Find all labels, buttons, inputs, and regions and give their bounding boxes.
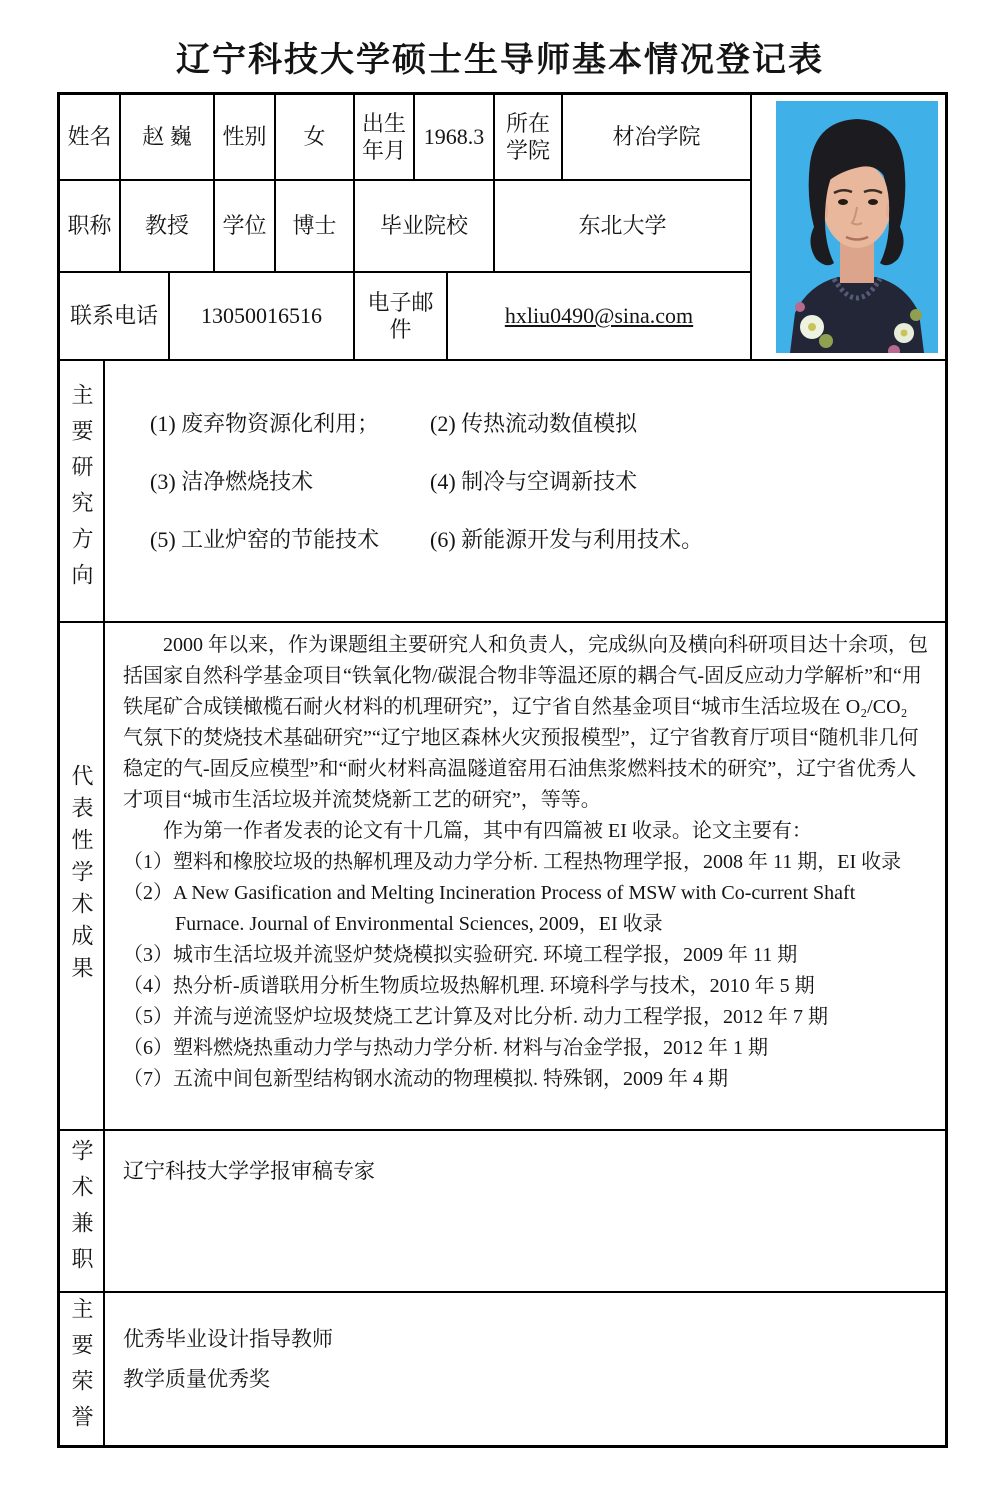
research-item: (1) 废弃物资源化利用； [150,411,380,436]
academic-posts-section-label: 学术兼职 [60,1131,105,1291]
name-label: 姓名 [60,95,121,179]
research-section-content [105,361,945,621]
research-item: (2) 传热流动数值模拟 [430,411,638,436]
prof-title-value: 教授 [121,181,215,271]
basic-info-grid [60,95,750,359]
degree-value: 博士 [276,181,355,271]
email-link[interactable]: hxliu0490@sina.com [504,303,694,329]
name-value: 赵 巍 [121,95,215,179]
paper-item: （6）塑料燃烧热重动力学与热动力学分析. 材料与冶金学报，2012 年 1 期 [123,1037,768,1059]
honor-item: 教学质量优秀奖 [123,1367,270,1391]
photo-cell [750,95,945,359]
degree-label: 学位 [215,181,276,271]
table-row [60,95,750,181]
college-value: 材冶学院 [612,124,701,150]
research-section [60,361,945,623]
paper-item: （4）热分析-质谱联用分析生物质垃圾热解机理. 环境科学与技术，2010 年 5 期 [123,975,815,997]
research-item: (6) 新能源开发与利用技术。 [430,527,704,552]
page-title: 辽宁科技大学硕士生导师基本情况登记表 [176,42,824,79]
research-item: (4) 制冷与空调新技术 [430,469,638,494]
college-label: 所在学院 [495,95,563,179]
phone-label: 联系电话 [60,273,170,359]
table-row [60,181,750,273]
academic-posts-text: 辽宁科技大学学报审稿专家 [123,1159,375,1183]
form-table [57,92,948,1448]
research-item: (3) 洁净燃烧技术 [150,469,314,494]
paper-item: （1）塑料和橡胶垃圾的热解机理及动力学分析. 工程热物理学报，2008 年 11 期，EI 收录 [123,851,902,873]
research-section-label: 主要研究方向 [60,361,105,621]
academic-posts-section [60,1131,945,1293]
gender-label: 性别 [215,95,276,179]
achievements-section-label: 代表性学术成果 [60,623,105,1129]
honors-section-content [105,1293,945,1445]
birth-label: 出生年月 [355,95,415,179]
achievements-section [60,623,945,1131]
honor-item: 优秀毕业设计指导教师 [123,1327,333,1351]
paper-item: （2）A New Gasification and Melting Incineration Process of MSW with Co-current Shaft Furnace. Journal of Environmental Sciences, 2009，EI 收录 [123,882,856,935]
honors-section [60,1293,945,1445]
achievements-paragraph: 作为第一作者发表的论文有十几篇，其中有四篇被 EI 收录。论文主要有： [163,820,812,842]
academic-posts-section-content [105,1131,945,1291]
honors-section-label: 主要荣誉 [60,1293,105,1445]
basic-info-section [60,95,945,361]
paper-item: （7）五流中间包新型结构钢水流动的物理模拟. 特殊钢，2009 年 4 期 [123,1068,728,1090]
id-photo [776,101,938,353]
email-cell [448,273,750,359]
graduated-label: 毕业院校 [355,181,495,271]
prof-title-label: 职称 [60,181,121,271]
graduated-value: 东北大学 [578,213,667,239]
birth-value: 1968.3 [415,95,495,179]
research-item: (5) 工业炉窑的节能技术 [150,527,380,552]
phone-value: 13050016516 [170,273,355,359]
paper-item: （5）并流与逆流竖炉垃圾焚烧工艺计算及对比分析. 动力工程学报，2012 年 7 期 [123,1006,828,1028]
gender-value: 女 [276,95,355,179]
achievements-paragraph: 2000 年以来，作为课题组主要研究人和负责人，完成纵向及横向科研项目达十余项，包括国家自然科学基金项目“铁氧化物/碳混合物非等温还原的耦合气-固反应动力学解析”和“用铁尾矿合成镁橄榄石耐火材料的机理研究”，辽宁省自然基金项目“城市生活垃圾在 O₂/CO₂ 气氛下的焚烧技术基础研究”“辽宁地区森林火灾预报模型”，辽宁省教育厅项目“随机非几何稳定的气-固反应模型”和“耐火材料高温隧道窑用石油焦浆燃料技术的研究”，辽宁省优秀人才项目“城市生活垃圾并流焚烧新工艺的研究”，等等。 [123,634,928,811]
email-label: 电子邮件 [355,273,448,359]
achievements-section-content [105,623,945,1129]
paper-item: （3）城市生活垃圾并流竖炉焚烧模拟实验研究. 环境工程学报，2009 年 11 期 [123,944,798,966]
table-row [60,273,750,359]
